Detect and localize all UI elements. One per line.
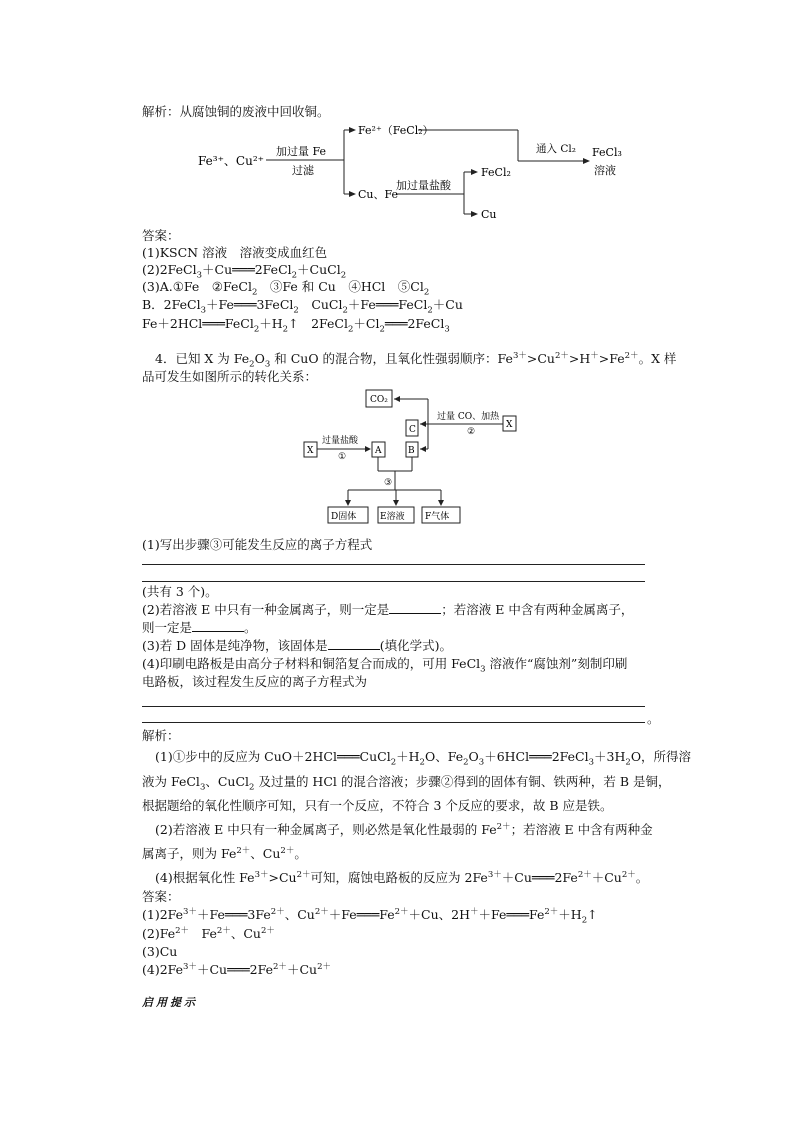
answer-2-4: $(4)2Fe^{3+}+Cu═══2Fe^{2+}+Cu^{2+}$ <box>142 961 331 977</box>
analysis-2-1: (1)①步中的反应为 $CuO+2HCl═══CuCl_2+H_2O$、$Fe_2O_3+6HCl═══2FeCl_3+3H_2O$，所得溶 <box>155 749 692 768</box>
subquestion-1-note: (共有 3 个)。 <box>142 584 218 599</box>
subquestion-4-line-1: (4)印刷电路板是由高分子材料和铜箔复合而成的，可用 FeCl$_3$ 溶液作“腐蚀剂”刻制印刷 <box>142 656 628 675</box>
flow1-step2-label: 通入 Cl₂ <box>536 143 576 155</box>
step3-num: ③ <box>384 478 393 488</box>
x-right-label: X <box>506 420 513 430</box>
answer-rule-2 <box>142 581 645 582</box>
box-b-label: B <box>408 446 415 456</box>
question-4-line-2: 品可发生如图所示的转化关系： <box>142 369 318 384</box>
analysis-heading-2: 解析： <box>142 728 180 743</box>
analysis-2-2: 液为 FeCl$_3$、CuCl$_2$ 及过量的 HCl 的混合溶液；步骤②得到的固体有铜、铁两种，若 B 是铜， <box>142 774 671 793</box>
answer-1-4: B．2FeCl$_3$＋Fe═══3FeCl$_2$ CuCl$_2$＋Fe═══FeCl$_2$＋Cu <box>142 297 463 316</box>
x-left-label: X <box>307 446 314 456</box>
flow1-step1-label: 加过量 Fe <box>276 145 327 158</box>
answer-2-2: $(2)Fe^{2+}$ $Fe^{2+}$、$Cu^{2+}$ <box>142 925 275 941</box>
flow1-solid-mix: Cu、Fe <box>358 188 399 201</box>
flow1-final-solution: 溶液 <box>594 164 616 177</box>
subquestion-3: (3)若 D 固体是纯净物，该固体是 (填化学式)。 <box>142 638 452 653</box>
analysis-2-5: 属离子，则为 $Fe^{2+}$、$Cu^{2+}$。 <box>142 845 307 861</box>
subquestion-2-line-1: (2)若溶液 E 中只有一种金属离子，则一定是 ；若溶液 E 中含有两种金属离子， <box>142 602 634 617</box>
flow1-reactants: Fe³⁺、Cu²⁺ <box>198 154 264 168</box>
flow1-product-cu: Cu <box>481 208 497 221</box>
step1-num: ① <box>338 452 347 462</box>
flow1-step1-sub: 过滤 <box>292 164 314 177</box>
question-4-line-1: 4．已知 X 为 $Fe_2O_3$ 和 CuO 的混合物，且氧化性强弱顺序：$Fe^{3+}>Cu^{2+}>H^+>Fe^{2+}$。X 样 <box>155 350 677 370</box>
subquestion-1: (1)写出步骤③可能发生反应的离子方程式 <box>142 537 373 552</box>
conversion-flow-diagram <box>298 385 530 527</box>
step2-label: 过量 CO、加热 <box>437 412 500 422</box>
answer-rule-1 <box>142 564 645 565</box>
box-a-label: A <box>375 446 382 456</box>
box-e-label: E溶液 <box>380 512 405 522</box>
answer-rule-3 <box>142 706 645 707</box>
answer-1-2: (2)2FeCl$_3$＋Cu═══2FeCl$_2$＋CuCl$_2$ <box>142 262 347 281</box>
analysis-2-6: (4)根据氧化性 $Fe^{3+}>Cu^{2+}$可知，腐蚀电路板的反应为 $2Fe^{3+}+Cu═══2Fe^{2+}+Cu^{2+}$。 <box>155 869 649 885</box>
answer-1-3: (3)A.①Fe ②FeCl$_2$ ③Fe 和 Cu ④HCl $⑤Cl_2$ <box>142 279 430 298</box>
step1-label: 过量盐酸 <box>322 436 359 446</box>
flow1-step3-label: 加过量盐酸 <box>396 179 451 192</box>
recovery-flow-diagram <box>196 118 636 228</box>
footer-tip: 启用提示 <box>142 996 198 1009</box>
box-c-label: C <box>409 425 416 435</box>
box-d-label: D固体 <box>331 512 357 522</box>
box-f-label: F气体 <box>425 512 450 522</box>
subquestion-4-line-2: 电路板，该过程发生反应的离子方程式为 <box>142 674 368 689</box>
answer-rule-4 <box>142 722 645 723</box>
flow1-product-fecl2: FeCl₂ <box>481 166 511 179</box>
co2-label: CO₂ <box>370 395 388 405</box>
subquestion-2-line-2: 则一定是 。 <box>142 620 257 635</box>
answer-2-3: (3)Cu <box>142 944 178 959</box>
flow1-final-fecl3: FeCl₃ <box>592 146 622 159</box>
answer-1-1: (1)KSCN 溶液 溶液变成血红色 <box>142 245 328 260</box>
answer-heading-2: 答案： <box>142 889 180 904</box>
answer-1-5: $Fe+2HCl═══FeCl_2+H_2↑$ $2FeCl_2+Cl_2═══2FeCl_3$ <box>142 316 450 335</box>
flow1-product-fe2: Fe²⁺（FeCl₂） <box>358 124 434 137</box>
answer-heading-1: 答案： <box>142 228 180 243</box>
analysis-2-3: 根据题给的氧化性顺序可知，只有一个反应，不符合 3 个反应的要求，故 B 应是铁。 <box>142 798 613 813</box>
analysis-2-4: (2)若溶液 E 中只有一种金属离子，则必然是氧化性最弱的 $Fe^{2+}$；若溶液 E 中含有两种金 <box>155 821 653 837</box>
step2-num: ② <box>467 427 476 437</box>
subquestion-4-period: 。 <box>647 711 660 726</box>
analysis-heading-1: 解析：从腐蚀铜的废液中回收铜。 <box>142 104 330 119</box>
answer-2-1: $(1)2Fe^{3+}+Fe═══3Fe^{2+}$、$Cu^{2+}+Fe═══Fe^{2+}+Cu$、$2H^++Fe═══Fe^{2+}+H_2↑$ <box>142 906 598 926</box>
